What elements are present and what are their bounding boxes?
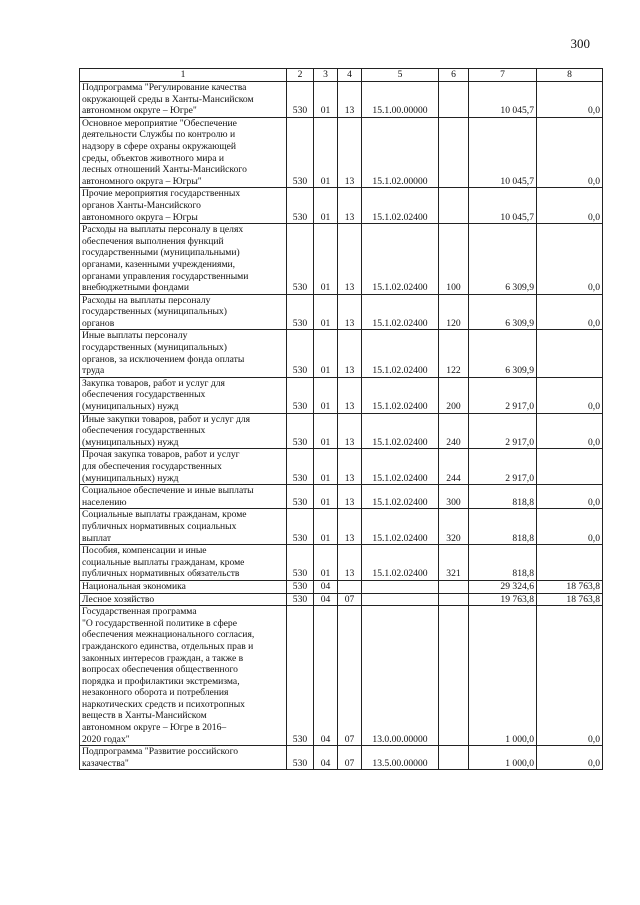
target-article-cell: 13.5.00.00000 (362, 746, 439, 770)
target-article-cell: 15.1.02.02400 (362, 485, 439, 509)
expense-type-cell: 240 (439, 413, 469, 449)
expense-type-cell: 244 (439, 449, 469, 485)
target-article-cell: 15.1.00.00000 (362, 82, 439, 118)
expense-type-cell (439, 606, 469, 746)
column-header: 2 (287, 69, 314, 82)
row-name-cell: Подпрограмма "Развитие российского казачества" (80, 746, 287, 770)
expense-type-cell: 200 (439, 377, 469, 413)
row-name-cell: Расходы на выплаты персоналу в целях обеспечения выполнения функций государственными (муниципальными) органами, казенными учреждениями, органами управления государственными внебюджетными фондами (80, 224, 287, 295)
amount-cell (537, 330, 603, 377)
row-name-cell: Социальные выплаты гражданам, кроме публичных нормативных социальных выплат (80, 509, 287, 545)
section-cell: 01 (314, 294, 338, 330)
target-article-cell: 15.1.02.02400 (362, 294, 439, 330)
column-header: 3 (314, 69, 338, 82)
admin-code-cell: 530 (287, 545, 314, 581)
admin-code-cell: 530 (287, 606, 314, 746)
subsection-cell: 13 (338, 449, 362, 485)
expense-type-cell (439, 593, 469, 606)
expense-type-cell (439, 117, 469, 188)
amount-cell: 6 309,9 (469, 294, 537, 330)
table-row (80, 224, 603, 295)
page-number: 300 (570, 36, 590, 51)
section-cell: 04 (314, 746, 338, 770)
row-name-cell: Прочая закупка товаров, работ и услуг для обеспечения государственных (муниципальных) нужд (80, 449, 287, 485)
subsection-cell: 07 (338, 746, 362, 770)
row-name-cell: Закупка товаров, работ и услуг для обеспечения государственных (муниципальных) нужд (80, 377, 287, 413)
column-header: 6 (439, 69, 469, 82)
table-row (80, 330, 603, 377)
subsection-cell: 13 (338, 485, 362, 509)
expense-type-cell: 122 (439, 330, 469, 377)
table-row (80, 294, 603, 330)
table-row (80, 188, 603, 224)
target-article-cell: 15.1.02.02400 (362, 413, 439, 449)
subsection-cell: 13 (338, 117, 362, 188)
admin-code-cell: 530 (287, 449, 314, 485)
amount-cell: 6 309,9 (469, 330, 537, 377)
amount-cell: 10 045,7 (469, 117, 537, 188)
table-row (80, 117, 603, 188)
amount-cell: 10 045,7 (469, 188, 537, 224)
amount-cell: 0,0 (537, 224, 603, 295)
table-row (80, 449, 603, 485)
subsection-cell: 13 (338, 377, 362, 413)
subsection-cell: 13 (338, 224, 362, 295)
amount-cell: 0,0 (537, 377, 603, 413)
amount-cell: 818,8 (469, 485, 537, 509)
row-name-cell: Государственная программа "О государственной политике в сфере обеспечения межнационального согласия, гражданского единства, отдельных прав и законных интересов граждан, а также в вопросах обеспечения общественного порядка и профилактики экстремизма, незаконного оборота и потребления наркотических средств и психотропных веществ в Ханты-Мансийском автономном округе – Югре в 2016– 2020 годах" (80, 606, 287, 746)
admin-code-cell: 530 (287, 224, 314, 295)
admin-code-cell: 530 (287, 330, 314, 377)
column-header: 5 (362, 69, 439, 82)
subsection-cell (338, 580, 362, 593)
subsection-cell: 07 (338, 606, 362, 746)
row-name-cell: Прочие мероприятия государственных органов Ханты-Мансийского автономного округа – Югры (80, 188, 287, 224)
row-name-cell: Лесное хозяйство (80, 593, 287, 606)
section-cell: 01 (314, 117, 338, 188)
expense-type-cell: 321 (439, 545, 469, 581)
amount-cell: 0,0 (537, 117, 603, 188)
section-cell: 01 (314, 545, 338, 581)
admin-code-cell: 530 (287, 413, 314, 449)
subsection-cell: 13 (338, 545, 362, 581)
amount-cell: 0,0 (537, 509, 603, 545)
admin-code-cell: 530 (287, 593, 314, 606)
amount-cell: 6 309,9 (469, 224, 537, 295)
amount-cell: 0,0 (537, 82, 603, 118)
expense-type-cell: 100 (439, 224, 469, 295)
table-row (80, 413, 603, 449)
expense-type-cell (439, 82, 469, 118)
amount-cell: 0,0 (537, 413, 603, 449)
section-cell: 01 (314, 82, 338, 118)
subsection-cell: 13 (338, 413, 362, 449)
target-article-cell: 15.1.02.00000 (362, 117, 439, 188)
row-name-cell: Иные выплаты персоналу государственных (муниципальных) органов, за исключением фонда оплаты труда (80, 330, 287, 377)
amount-cell: 2 917,0 (469, 377, 537, 413)
amount-cell: 818,8 (469, 545, 537, 581)
row-name-cell: Иные закупки товаров, работ и услуг для обеспечения государственных (муниципальных) нужд (80, 413, 287, 449)
table-row (80, 509, 603, 545)
row-name-cell: Основное мероприятие "Обеспечение деятельности Службы по контролю и надзору в сфере охраны окружающей среды, объектов животного мира и лесных отношений Ханты-Мансийского автономного округа – Югры" (80, 117, 287, 188)
header-row (80, 69, 603, 82)
column-header: 4 (338, 69, 362, 82)
amount-cell: 0,0 (537, 606, 603, 746)
section-cell: 01 (314, 449, 338, 485)
expense-type-cell: 320 (439, 509, 469, 545)
target-article-cell: 15.1.02.02400 (362, 188, 439, 224)
admin-code-cell: 530 (287, 117, 314, 188)
section-cell: 01 (314, 188, 338, 224)
admin-code-cell: 530 (287, 580, 314, 593)
admin-code-cell: 530 (287, 188, 314, 224)
table-row (80, 377, 603, 413)
row-name-cell: Пособия, компенсации и иные социальные выплаты гражданам, кроме публичных нормативных обязательств (80, 545, 287, 581)
section-cell: 04 (314, 606, 338, 746)
target-article-cell: 13.0.00.00000 (362, 606, 439, 746)
amount-cell: 19 763,8 (469, 593, 537, 606)
subsection-cell: 13 (338, 509, 362, 545)
admin-code-cell: 530 (287, 377, 314, 413)
admin-code-cell: 530 (287, 485, 314, 509)
section-cell: 04 (314, 593, 338, 606)
row-name-cell: Национальная экономика (80, 580, 287, 593)
amount-cell: 2 917,0 (469, 413, 537, 449)
expense-type-cell: 120 (439, 294, 469, 330)
amount-cell (537, 449, 603, 485)
amount-cell: 0,0 (537, 188, 603, 224)
table-row (80, 593, 603, 606)
amount-cell: 0,0 (537, 294, 603, 330)
amount-cell: 1 000,0 (469, 606, 537, 746)
expense-type-cell (439, 580, 469, 593)
subsection-cell: 13 (338, 294, 362, 330)
amount-cell: 2 917,0 (469, 449, 537, 485)
target-article-cell: 15.1.02.02400 (362, 545, 439, 581)
table-row (80, 606, 603, 746)
expense-type-cell: 300 (439, 485, 469, 509)
section-cell: 01 (314, 224, 338, 295)
table-row (80, 580, 603, 593)
table-row (80, 485, 603, 509)
section-cell: 04 (314, 580, 338, 593)
table-row (80, 746, 603, 770)
expense-type-cell (439, 188, 469, 224)
subsection-cell: 13 (338, 330, 362, 377)
amount-cell: 0,0 (537, 746, 603, 770)
row-name-cell: Социальное обеспечение и иные выплаты населению (80, 485, 287, 509)
section-cell: 01 (314, 509, 338, 545)
subsection-cell: 13 (338, 188, 362, 224)
column-header: 8 (537, 69, 603, 82)
amount-cell: 18 763,8 (537, 580, 603, 593)
budget-table (79, 68, 603, 770)
target-article-cell: 15.1.02.02400 (362, 449, 439, 485)
amount-cell: 10 045,7 (469, 82, 537, 118)
admin-code-cell: 530 (287, 746, 314, 770)
amount-cell: 818,8 (469, 509, 537, 545)
subsection-cell: 07 (338, 593, 362, 606)
target-article-cell (362, 580, 439, 593)
table-row (80, 82, 603, 118)
admin-code-cell: 530 (287, 294, 314, 330)
amount-cell: 29 324,6 (469, 580, 537, 593)
section-cell: 01 (314, 413, 338, 449)
amount-cell: 0,0 (537, 485, 603, 509)
amount-cell (537, 545, 603, 581)
expense-type-cell (439, 746, 469, 770)
target-article-cell: 15.1.02.02400 (362, 330, 439, 377)
admin-code-cell: 530 (287, 82, 314, 118)
section-cell: 01 (314, 377, 338, 413)
table-body (80, 82, 603, 770)
row-name-cell: Подпрограмма "Регулирование качества окружающей среды в Ханты-Мансийском автономном округе – Югре" (80, 82, 287, 118)
subsection-cell: 13 (338, 82, 362, 118)
target-article-cell (362, 593, 439, 606)
target-article-cell: 15.1.02.02400 (362, 377, 439, 413)
column-header: 1 (80, 69, 287, 82)
section-cell: 01 (314, 330, 338, 377)
table-row (80, 545, 603, 581)
row-name-cell: Расходы на выплаты персоналу государственных (муниципальных) органов (80, 294, 287, 330)
section-cell: 01 (314, 485, 338, 509)
admin-code-cell: 530 (287, 509, 314, 545)
target-article-cell: 15.1.02.02400 (362, 509, 439, 545)
target-article-cell: 15.1.02.02400 (362, 224, 439, 295)
column-header: 7 (469, 69, 537, 82)
amount-cell: 1 000,0 (469, 746, 537, 770)
amount-cell: 18 763,8 (537, 593, 603, 606)
